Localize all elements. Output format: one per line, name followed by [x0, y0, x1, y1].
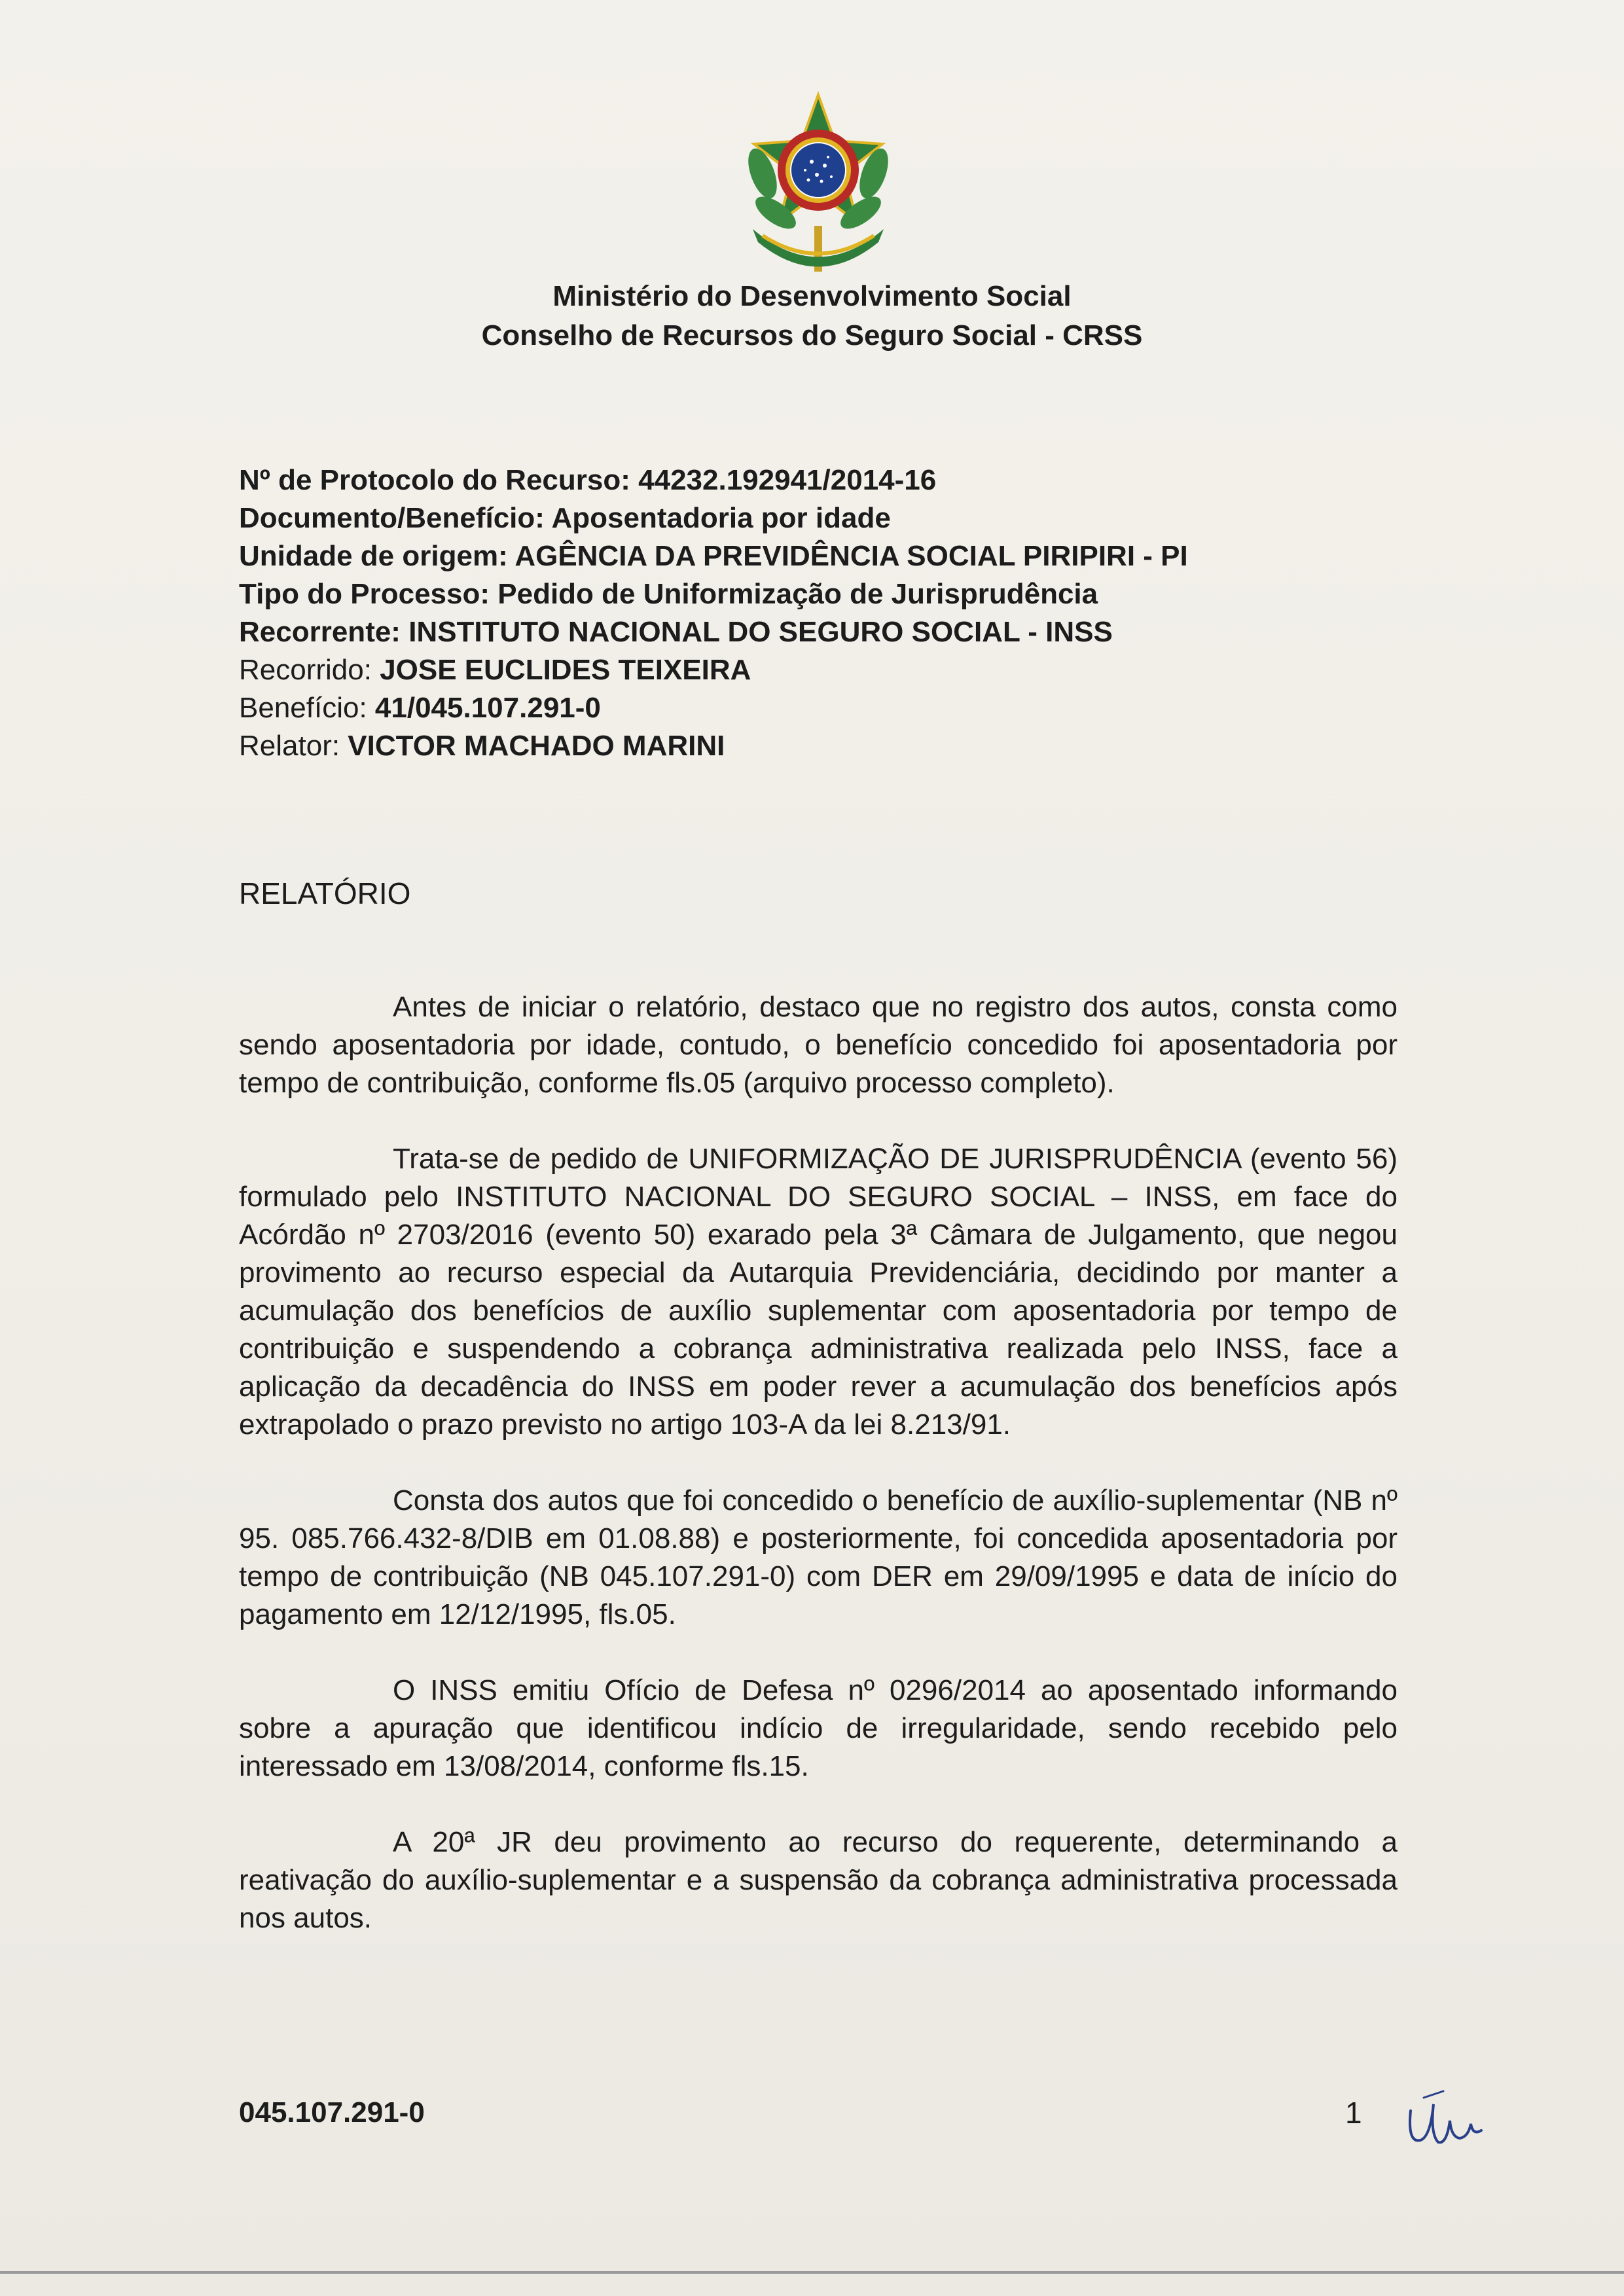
- meta-label: Tipo do Processo:: [239, 578, 498, 610]
- meta-label: Recorrente:: [239, 616, 409, 648]
- meta-protocol: [239, 461, 1483, 499]
- ministry-name: Ministério do Desenvolvimento Social: [552, 280, 1072, 312]
- meta-label: Relator:: [239, 730, 348, 762]
- meta-label: Recorrido:: [239, 654, 380, 686]
- meta-label: Documento/Benefício:: [239, 502, 552, 534]
- paragraph: O INSS emitiu Ofício de Defesa nº 0296/2014 ao aposentado informando sobre a apuração que identificou indício de irregularidade, sendo recebido pelo interessado em 13/08/2014, conforme fls.15.: [239, 1674, 1398, 1782]
- footer-reference: 045.107.291-0: [239, 2096, 425, 2128]
- meta-value: VICTOR MACHADO MARINI: [348, 730, 725, 762]
- paragraph: Trata-se de pedido de UNIFORMIZAÇÃO DE JURISPRUDÊNCIA (evento 56) formulado pelo INSTITUTO NACIONAL DO SEGURO SOCIAL – INSS, em face do Acórdão nº 2703/2016 (evento 50) exarado pela 3ª Câmara de Julgamento, que negou provimento ao recurso especial da Autarquia Previdenciária, decidindo por manter a acumulação dos benefícios de auxílio suplementar com aposentadoria por tempo de contribuição e suspendendo a cobrança administrativa realizada pelo INSS, face a aplicação da decadência do INSS em poder rever a acumulação dos benefícios após extrapolado o prazo previsto no artigo 103-A da lei 8.213/91.: [239, 1143, 1398, 1441]
- report-body: [239, 988, 1398, 1975]
- section-title: RELATÓRIO: [239, 876, 411, 910]
- bottom-divider: [0, 2271, 1624, 2274]
- meta-value: 41/045.107.291-0: [374, 692, 601, 724]
- brazil-coat-of-arms-emblem: [727, 88, 910, 285]
- meta-appellee: [239, 651, 1483, 689]
- meta-label: Nº de Protocolo do Recurso:: [239, 464, 639, 496]
- meta-appellant: [239, 613, 1483, 651]
- council-name: Conselho de Recursos do Seguro Social - CRSS: [481, 319, 1143, 351]
- meta-value: Pedido de Uniformização de Jurisprudência: [497, 578, 1098, 610]
- meta-benefit: [239, 689, 1483, 727]
- meta-value: AGÊNCIA DA PREVIDÊNCIA SOCIAL PIRIPIRI - PI: [514, 540, 1188, 572]
- meta-rapporteur: [239, 727, 1483, 765]
- case-metadata: [239, 461, 1483, 765]
- meta-value: Aposentadoria por idade: [551, 502, 891, 534]
- meta-origin-unit: [239, 537, 1483, 575]
- handwritten-signature: [1398, 2085, 1489, 2157]
- page-number: 1: [1345, 2096, 1362, 2130]
- meta-value: INSTITUTO NACIONAL DO SEGURO SOCIAL - INSS: [408, 616, 1113, 648]
- meta-label: Unidade de origem:: [239, 540, 515, 572]
- paragraph: A 20ª JR deu provimento ao recurso do requerente, determinando a reativação do auxílio-suplementar e a suspensão da cobrança administrativa processada nos autos.: [239, 1826, 1398, 1934]
- meta-value: JOSE EUCLIDES TEIXEIRA: [380, 654, 751, 686]
- meta-label: Benefício:: [239, 692, 375, 724]
- meta-value: 44232.192941/2014-16: [638, 464, 937, 496]
- meta-document: [239, 499, 1483, 537]
- paragraph: Consta dos autos que foi concedido o benefício de auxílio-suplementar (NB nº 95. 085.766.432-8/DIB em 01.08.88) e posteriormente, foi concedida aposentadoria por tempo de contribuição (NB 045.107.291-0) com DER em 29/09/1995 e data de início do pagamento em 12/12/1995, fls.05.: [239, 1484, 1398, 1630]
- paragraph: Antes de iniciar o relatório, destaco que no registro dos autos, consta como sendo aposentadoria por idade, contudo, o benefício concedido foi aposentadoria por tempo de contribuição, conforme fls.05 (arquivo processo completo).: [239, 991, 1398, 1099]
- meta-process-type: [239, 575, 1483, 613]
